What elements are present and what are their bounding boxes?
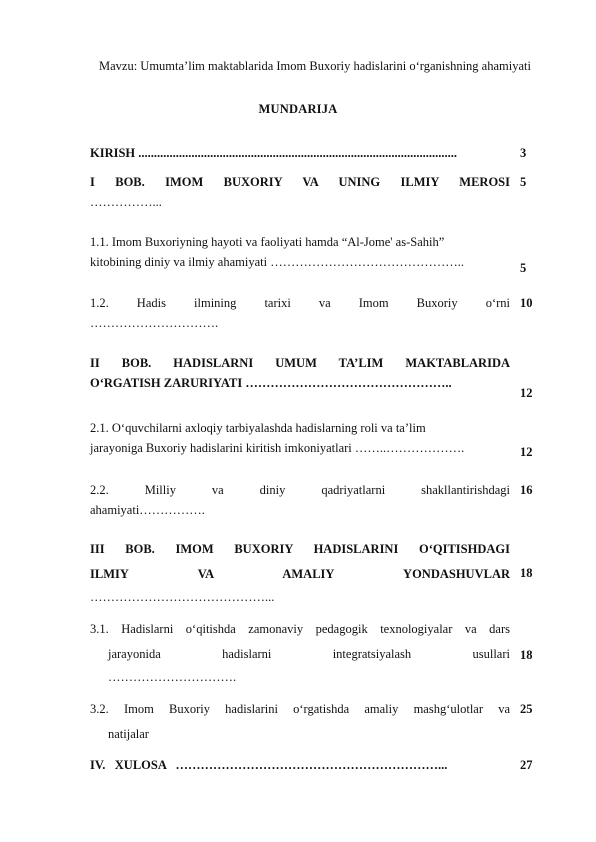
toc-entry-text: kitobining diniy va ilmiy ahamiyati ……………………………………….. [90,255,464,269]
toc-entry-text: 1.1. Imom Buxoriyning hayoti va faoliyati hamda “Al-Jome' as-Sahih” [90,235,445,249]
toc-entry-text: 2.1. O‘quvchilarni axloqiy tarbiyalashda hadislarning roli va ta’lim [90,421,426,435]
toc-page-number: 16 [520,483,533,497]
toc-page-number: 12 [520,386,533,400]
toc-entry-dots: ……………... [90,195,162,209]
toc-page-number: 10 [520,296,533,310]
toc-entry-text: KIRISH ...................................................................................................... [90,146,458,160]
toc-entry-text: jarayoniga Buxoriy hadislarini kiritish imkoniyatlari ……..………………. [90,441,465,455]
toc-page-number: 25 [520,702,533,716]
toc-entry-dots: …………………………. [90,316,219,330]
toc-page-number: 5 [520,175,527,189]
toc-entry-dots: ……………………………………... [90,590,275,604]
toc-page-number: 12 [520,445,533,459]
toc-entry-text: jarayonida hadislarni integratsiyalash usullari [108,647,510,661]
toc-entry-text: natijalar [108,727,149,741]
toc-entry-dots: ahamiyati……………. [90,503,205,517]
toc-entry-text: I BOB. IMOM BUXORIY VA UNING ILMIY MEROSI [90,175,510,189]
toc-entry-text: O‘RGATISH ZARURIYATI ………………………………………….. [90,376,452,390]
toc-entry-text: 3.1. Hadislarni o‘qitishda zamonaviy pedagogik texnologiyalar va dars [90,622,510,636]
toc-entry-text: II BOB. HADISLARNI UMUM TA’LIM MAKTABLARIDA [90,356,510,370]
toc-entry-text: IV. XULOSA ………………………………………………………... [90,758,448,772]
toc-entry-text: 1.2. Hadis ilmining tarixi va Imom Buxoriy o‘rni [90,296,510,310]
toc-page-number: 5 [520,261,527,275]
toc-entry-text: 2.2. Milliy va diniy qadriyatlarni shakllantirishdagi [90,483,510,497]
toc-page-number: 27 [520,758,533,772]
toc-entry-dots: …………………………. [108,670,237,684]
toc-entry-text: 3.2. Imom Buxoriy hadislarini o‘rgatishda amaliy mashg‘ulotlar va [90,702,510,716]
toc-page-number: 18 [520,566,533,580]
toc-entry-text: III BOB. IMOM BUXORIY HADISLARINI O‘QITISHDAGI [90,542,510,556]
document-subject: Mavzu: Umumta’lim maktablarida Imom Buxoriy hadislarini o‘rganishning ahamiyati [99,59,531,73]
toc-page-number: 3 [520,146,527,160]
toc-entry-text: ILMIY VA AMALIY YONDASHUVLAR [90,567,510,581]
toc-page-number: 18 [520,648,533,662]
toc-heading: MUNDARIJA [258,102,338,116]
